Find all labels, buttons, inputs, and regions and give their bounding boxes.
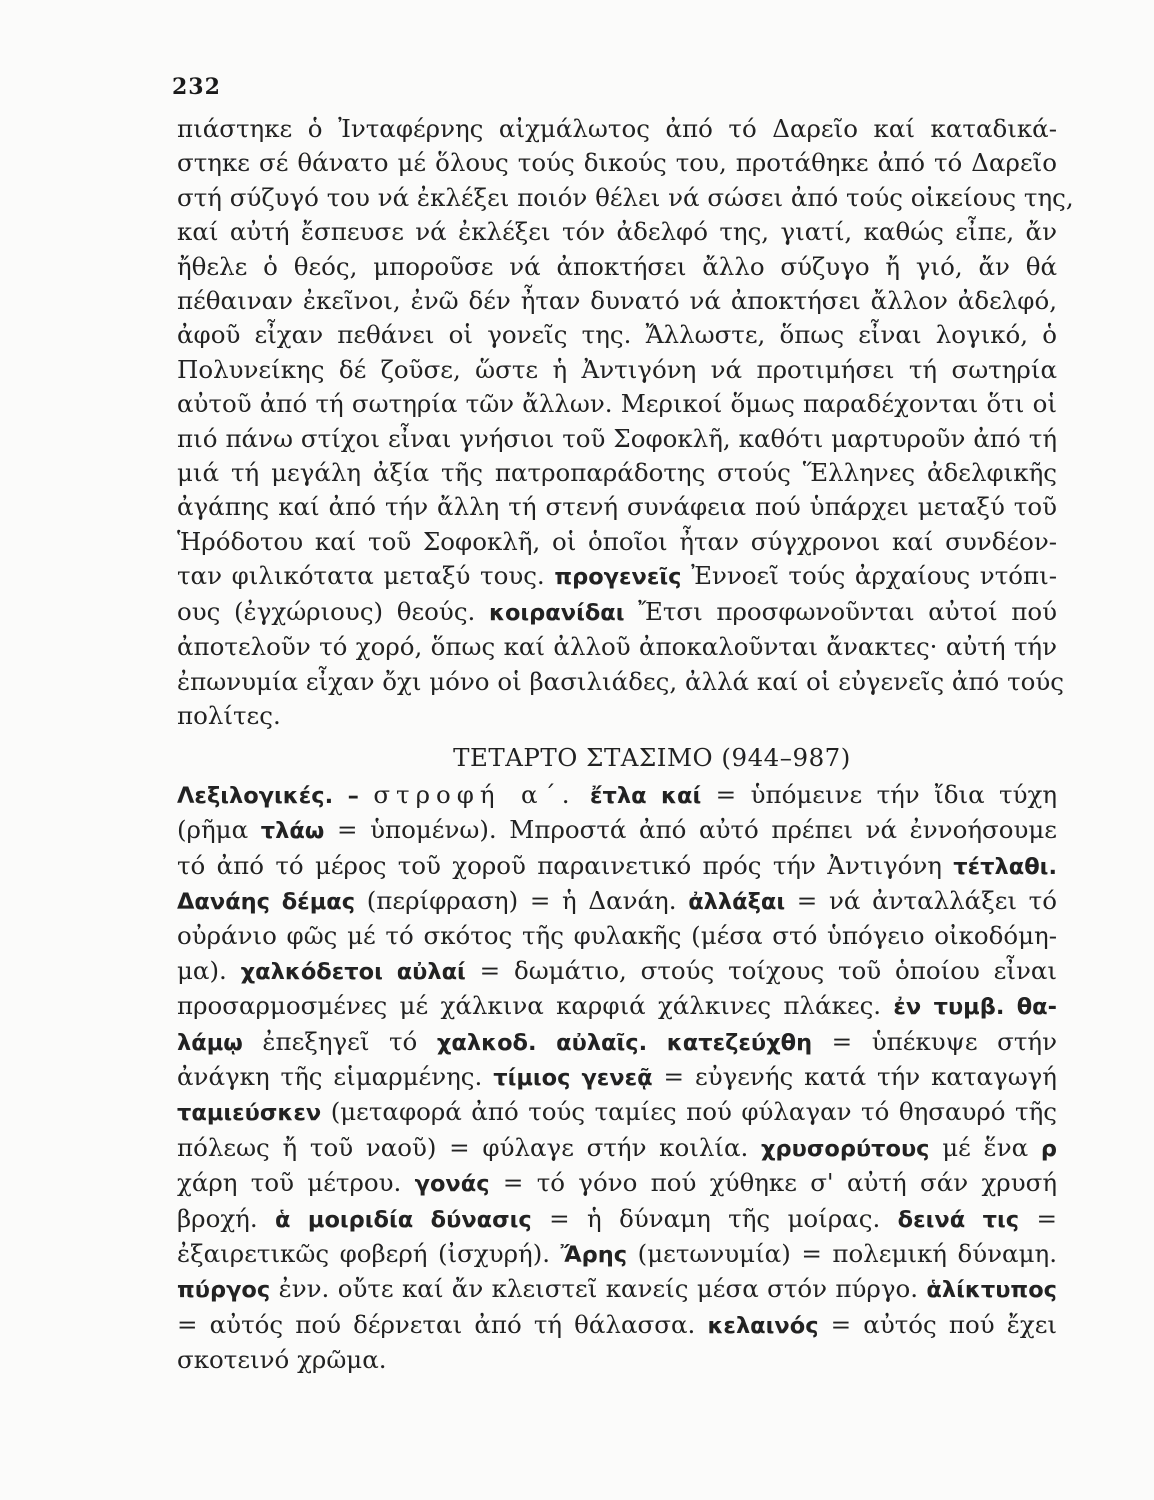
text-run: = αὐτός πού δέρνεται ἀπό τή θάλασσα. <box>177 1309 708 1339</box>
paragraph-1-line <box>177 595 1057 630</box>
paragraph-2-line <box>177 849 1057 884</box>
text-run: Ἡρόδοτου καί τοῦ Σοφοκλῆ, οἱ ὁποῖοι ἦταν σύγχρονοι καί συνδέον- <box>177 526 1057 556</box>
paragraph-1-line <box>177 559 1057 594</box>
paragraph-1-line <box>177 181 1074 215</box>
paragraph-1-line <box>177 630 1057 664</box>
paragraph-2-line <box>177 813 1057 848</box>
lemma-term: προγενεῖς <box>554 564 682 591</box>
text-run: (ρῆμα <box>177 815 261 845</box>
paragraph-1-line <box>177 490 1057 524</box>
paragraph-1-line <box>177 284 1057 318</box>
paragraph-2-line <box>177 1237 1057 1272</box>
lemma-term: χαλκοδ. αὐλαῖς. κατεζεύχθη <box>436 1029 813 1056</box>
paragraph-2-line <box>177 884 1057 919</box>
lemma-term: χρυσορύτους <box>761 1135 930 1162</box>
text-run: (μετωνυμία) = πολεμική δύναμη. <box>627 1239 1057 1268</box>
lemma-term: Ἄρης <box>560 1242 628 1268</box>
text-run: προσαρμοσμένες μέ χάλκινα καρφιά χάλκινες πλάκες. <box>177 991 894 1021</box>
text-run: ἐπωνυμία εἶχαν ὄχι μόνο οἱ βασιλιάδες, ἀλλά καί οἱ εὐγενεῖς ἀπό τούς <box>177 666 1065 696</box>
text-run: καί αὐτή ἔσπευσε νά ἐκλέξει τόν ἀδελφό της, γιατί, καθώς εἶπε, ἄν <box>177 217 1057 247</box>
lemma-term: δεινά τις <box>897 1206 1020 1233</box>
text-run: = αὐτός πού ἔχει <box>818 1309 1058 1339</box>
text-run: ἀφοῦ εἶχαν πεθάνει οἱ γονεῖς της. Ἄλλωστε, ὅπως εἶναι λογικό, ὁ <box>177 320 1057 350</box>
text-run: = δωμάτιο, στούς τοίχους τοῦ ὁποίου εἶναι <box>465 955 1057 985</box>
text-run: πόλεως ἤ τοῦ ναοῦ) = φύλαγε στήν κοιλία. <box>177 1132 762 1162</box>
text-run: ἤθελε ὁ θεός, μποροῦσε νά ἀποκτήσει ἄλλο σύζυγο ἤ γιό, ἄν θά <box>177 251 1057 281</box>
paragraph-1-line <box>177 456 1057 490</box>
lemma-term: τίμιος γενεᾷ <box>493 1064 653 1091</box>
paragraph-2-line <box>177 778 1057 813</box>
text-run: = εὐγενής κατά τήν καταγωγή <box>652 1061 1057 1091</box>
text-run: = ἡ δύναμη τῆς μοίρας. <box>531 1203 898 1233</box>
paragraph-1-line <box>177 387 1057 421</box>
paragraph-1-line <box>177 250 1057 284</box>
text-run: Ἐννοεῖ τούς ἀρχαίους ντόπι- <box>681 561 1057 591</box>
lemma-term: τέτλαθι. <box>953 853 1057 880</box>
paragraph-1-line <box>177 525 1057 559</box>
text-run: ταν φιλικότατα μεταξύ τους. <box>177 561 555 591</box>
paragraph-1-line <box>177 215 1057 249</box>
lemma-term: τλάω <box>260 818 325 845</box>
paragraph-2-line <box>177 1166 1057 1201</box>
paragraph-2-line <box>177 1272 1057 1307</box>
paragraph-2-line <box>177 1025 1057 1060</box>
text-run: στή σύζυγό του νά ἐκλέξει ποιόν θέλει νά σώσει ἀπό τούς οἰκείους της, <box>177 182 1074 212</box>
text-run: τό ἀπό τό μέρος τοῦ χοροῦ παραινετικό πρός τήν Ἀντιγόνη <box>177 850 954 880</box>
text-run: βροχή. <box>177 1203 276 1233</box>
paragraph-2-line <box>177 1060 1057 1095</box>
paragraph-2-line <box>177 1131 1057 1166</box>
paragraph-2-line <box>177 1343 1057 1377</box>
paragraph-1-line <box>177 699 1057 733</box>
text-run: = <box>1019 1203 1057 1233</box>
text-run: ἀγάπης καί ἀπό τήν ἄλλη τή στενή συνάφεια πού ὑπάρχει μεταξύ τοῦ <box>177 492 1057 522</box>
text-run: ἀποτελοῦν τό χορό, ὅπως καί ἀλλοῦ ἀποκαλοῦνται ἄνακτες· αὐτή τήν <box>177 632 1057 662</box>
text-run: Πολυνείκης δέ ζοῦσε, ὥστε ἡ Ἀντιγόνη νά προτιμήσει τή σωτηρία <box>177 354 1057 384</box>
section-heading: ΤΕΤΑΡΤΟ ΣΤΑΣΙΜΟ (944–987) <box>453 743 851 773</box>
text-run: στηκε σέ θάνατο μέ ὅλους τούς δικούς του, προτάθηκε ἀπό τό Δαρεῖο <box>177 148 1057 178</box>
lemma-term: γονάς <box>414 1171 490 1198</box>
text-run: ἀνάγκη τῆς εἱμαρμένης. <box>177 1061 494 1091</box>
body-text <box>177 112 1074 1378</box>
lemma-term: ἁ μοιριδία δύνασις <box>275 1206 532 1233</box>
lemma-term: πύργος <box>177 1277 271 1304</box>
text-run: ἐπεξηγεῖ τό <box>242 1026 437 1056</box>
text-run: πολίτες. <box>177 700 281 730</box>
text-run: ους (ἐγχώριους) θεούς. <box>177 596 489 626</box>
text-run: πιό πάνω στίχοι εἶναι γνήσιοι τοῦ Σοφοκλῆ, καθότι μαρτυροῦν ἀπό τή <box>177 423 1057 453</box>
lemma-term: κελαινός <box>707 1312 819 1339</box>
lemma-term: Δανάης δέμας <box>177 888 356 915</box>
lemma-term: ἁλίκτυπος <box>926 1277 1057 1304</box>
paragraph-1-line <box>177 422 1057 456</box>
lemma-term: ἔτλα καί <box>590 782 702 809</box>
text-run: μα). <box>177 955 241 985</box>
text-run: πέθαιναν ἐκεῖνοι, ἐνῶ δέν ἦταν δυνατό νά ἀποκτήσει ἄλλον ἀδελφό, <box>177 286 1057 316</box>
paragraph-1-line <box>177 318 1057 352</box>
paragraph-1-line <box>177 146 1057 180</box>
text-run: = τό γόνο πού χύθηκε σ' αὐτή σάν χρυσή <box>489 1168 1057 1198</box>
paragraph-2-line <box>177 989 1057 1024</box>
text-run: σκοτεινό χρῶμα. <box>177 1345 387 1375</box>
lemma-term: ταμιεύσκεν <box>177 1100 322 1127</box>
lemma-term: ἐν τυμβ. θα- <box>893 994 1057 1021</box>
text-run: οὐράνιο φῶς μέ τό σκότος τῆς φυλακῆς (μέσα στό ὑπόγειο οἰκοδόμη- <box>177 921 1057 951</box>
text-run: (μεταφορά ἀπό τούς ταμίες πού φύλαγαν τό θησαυρό τῆς <box>321 1097 1057 1127</box>
lemma-term: λάμῳ <box>177 1029 243 1056</box>
text-run: αὐτοῦ ἀπό τή σωτηρία τῶν ἄλλων. Μερικοί ὅμως παραδέχονται ὅτι οἱ <box>177 389 1057 419</box>
text-run: χάρη τοῦ μέτρου. <box>177 1168 415 1198</box>
lemma-term: Λεξιλογικές. – <box>177 782 359 809</box>
text-run: (περίφραση) = ἡ Δανάη. <box>355 885 689 915</box>
paragraph-1-line <box>177 665 1065 699</box>
paragraph-1-line <box>177 112 1057 146</box>
text-run: μέ ἕνα <box>929 1132 1041 1162</box>
text-run: ἐξαιρετικῶς φοβερή (ἰσχυρή). <box>177 1239 561 1268</box>
text-run: ἐνν. οὔτε καί ἄν κλειστεῖ κανείς μέσα στόν πύργο. <box>270 1274 927 1304</box>
text-run: μιά τή μεγάλη ἀξία τῆς πατροπαράδοτης στούς Ἕλληνες ἀδελφικῆς <box>177 458 1057 488</box>
page-number: 232 <box>172 74 221 100</box>
text-run: = νά ἀνταλλάξει τό <box>785 885 1057 915</box>
paragraph-1-line <box>177 353 1057 387</box>
text-run <box>576 780 590 809</box>
text-run: = ὑπόμεινε τήν ἴδια τύχη <box>701 779 1057 809</box>
paragraph-2-line <box>177 1308 1057 1343</box>
paragraph-2-line <box>177 954 1057 989</box>
lemma-term: ἀλλάξαι <box>688 888 786 915</box>
paragraph-2-line <box>177 919 1057 953</box>
spaced-term: στροφή α΄. <box>373 779 576 809</box>
text-run: = ὑπομένω). Μπροστά ἀπό αὐτό πρέπει νά ἐννοήσουμε <box>324 815 1057 845</box>
lemma-term: ρ <box>1040 1135 1057 1162</box>
lemma-term: κοιρανίδαι <box>488 599 625 626</box>
paragraph-2-line <box>177 1202 1057 1237</box>
paragraph-2-line <box>177 1095 1057 1130</box>
text-run <box>359 780 373 809</box>
text-run: = ὑπέκυψε στήν <box>812 1026 1057 1056</box>
text-run: Ἔτσι προσφωνοῦνται αὐτοί πού <box>624 596 1057 626</box>
lemma-term: χαλκόδετοι αὐλαί <box>240 958 466 985</box>
text-run: πιάστηκε ὁ Ἰνταφέρνης αἰχμάλωτος ἀπό τό Δαρεῖο καί καταδικά- <box>177 114 1057 143</box>
